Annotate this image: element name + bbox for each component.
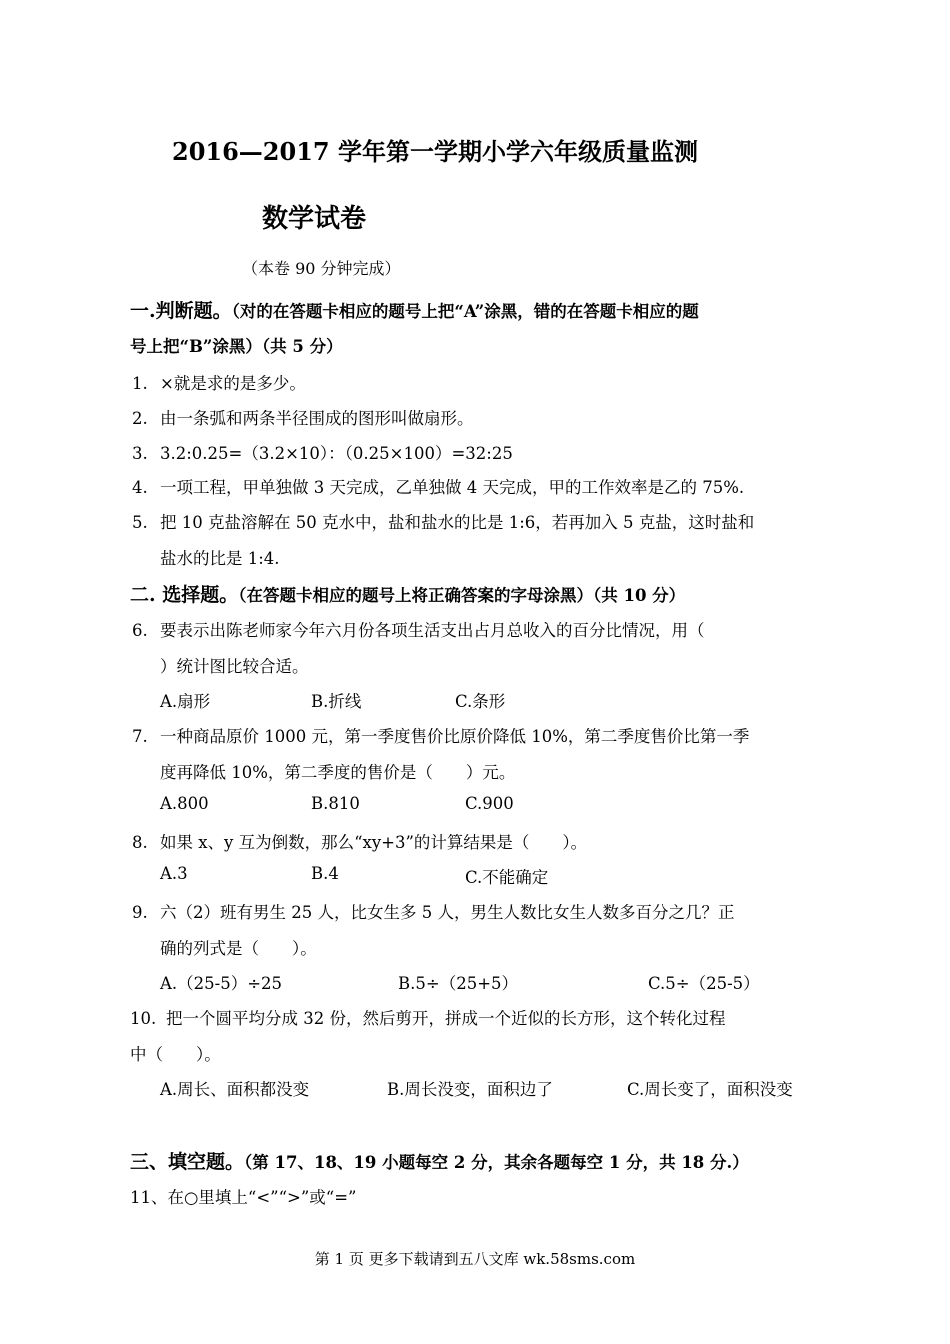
q7-option-c: C.900 [465,794,514,813]
question-number: 5. [132,513,148,532]
section2-heading: 二. 选择题。 [130,584,239,606]
question-10 [130,1005,726,1029]
question-text: 3.2:0.25=（3.2×10）：（0.25×100）=32:25 [160,444,513,463]
question-3 [132,440,513,464]
question-text: 一项工程，甲单独做 3 天完成，乙单独做 4 天完成，甲的工作效率是乙的 75%. [160,478,745,497]
question-text: 如果 x、y 互为倒数，那么“xy+3”的计算结果是（ ）。 [160,833,588,852]
question-7-cont: 度再降低 10%，第二季度的售价是（ ）元。 [160,763,516,782]
question-number: 2. [132,409,148,428]
q10-option-a: A.周长、面积都没变 [160,1080,310,1099]
question-text: 把 10 克盐溶解在 50 克水中，盐和盐水的比是 1:6，若再加入 5 克盐，这时盐和 [160,513,755,532]
q6-option-a: A.扇形 [160,692,211,711]
question-9-cont: 确的列式是（ ）。 [160,939,317,958]
q6-option-b: B.折线 [311,692,362,711]
q9-option-b: B.5÷（25+5） [398,974,519,993]
q8-option-a: A.3 [160,864,188,883]
q8-option-c: C.不能确定 [465,868,549,887]
question-number: 10. [130,1009,157,1028]
question-1 [132,370,306,394]
section3-heading-line [130,1147,749,1174]
question-number: 7. [132,727,148,746]
question-text: 六（2）班有男生 25 人，比女生多 5 人，男生人数比女生人数多百分之几？正 [160,903,735,922]
q9-option-a: A.（25-5）÷25 [160,974,283,993]
exam-duration: （本卷 90 分钟完成） [242,259,401,278]
q10-option-b: B.周长没变，面积边了 [387,1080,553,1099]
question-2 [132,405,474,429]
question-5 [132,509,754,533]
q9-option-c: C.5÷（25-5） [648,974,760,993]
question-text: 把一个圆平均分成 32 份，然后剪开，拼成一个近似的长方形，这个转化过程 [166,1009,726,1028]
question-number: 6. [132,621,148,640]
question-7 [132,723,749,747]
q10-option-c: C.周长变了，面积没变 [627,1080,793,1099]
q8-option-b: B.4 [311,864,339,883]
section2-note: （在答题卡相应的题号上将正确答案的字母涂黑）（共 10 分） [238,586,686,605]
question-text: 由一条弧和两条半径围成的图形叫做扇形。 [160,409,474,428]
question-10-cont: 中（ ）。 [130,1045,221,1064]
q7-option-b: B.810 [311,794,360,813]
question-text: 要表示出陈老师家今年六月份各项生活支出占月总收入的百分比情况，用（ [160,621,705,640]
question-number: 4. [132,478,148,497]
question-number: 8. [132,833,148,852]
question-number: 3. [132,444,148,463]
q7-option-a: A.800 [160,794,209,813]
question-4 [132,474,744,498]
question-text: ×就是求的是多少。 [160,374,306,393]
question-11: 11、在○里填上“<”“>”或“=” [130,1188,357,1207]
question-5-cont: 盐水的比是 1:4. [160,549,280,568]
section1-note: （对的在答题卡相应的题号上把“A”涂黑，错的在答题卡相应的题 [231,302,699,321]
question-6 [132,617,705,641]
exam-title: 2016—2017 学年第一学期小学六年级质量监测 [172,137,698,166]
q6-option-c: C.条形 [455,692,506,711]
section1-note-cont: 号上把“B”涂黑）（共 5 分） [130,337,343,356]
exam-subject: 数学试卷 [262,204,367,234]
question-9 [132,899,734,923]
section2-heading-line [130,580,685,607]
question-8 [132,829,587,853]
page-footer: 第 1 页 更多下载请到五八文库 wk.58sms.com [314,1250,636,1268]
section3-heading: 三、填空题。 [130,1151,245,1173]
question-number: 9. [132,903,148,922]
question-text: 一种商品原价 1000 元，第一季度售价比原价降低 10%，第二季度售价比第一季 [160,727,750,746]
section3-note: （第 17、18、19 小题每空 2 分，其余各题每空 1 分，共 18 分.） [244,1153,749,1172]
question-number: 1. [132,374,148,393]
section1-heading-line [130,296,699,323]
section1-heading: 一.判断题。 [130,300,232,322]
question-6-cont: ）统计图比较合适。 [160,657,309,676]
